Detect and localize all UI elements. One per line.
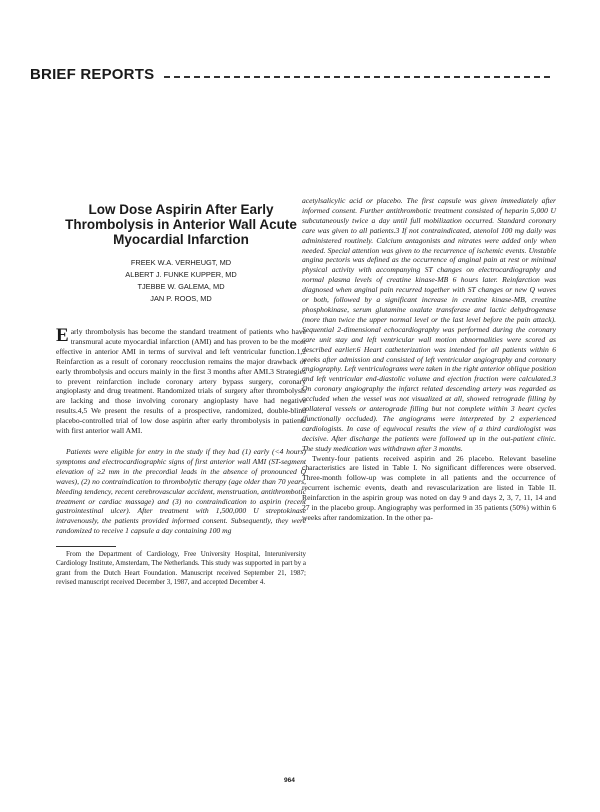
author-list [56, 257, 306, 305]
right-column [302, 196, 556, 523]
author: TJEBBE W. GALEMA, MD [137, 282, 225, 291]
body-paragraph: acetylsalicylic acid or placebo. The first capsule was given immediately after informed consent. Further antithrombotic treatment consisted of heparin 5,000 U subcutaneously twice a day until full mobilization occurred. Standard coronary care was given to all patients.3 If not contraindicated, atenolol 100 mg daily was administered routinely. Calcium antagonists and nitrates were added only when needed. Special attention was given to the recurrence of ischemic events. Unstable angina pectoris was defined as the occurrence of anginal pain at rest or minimal physical activity with accompanying ST changes on electrocardiography and normal plasma levels of creatine kinase-MB 6 hours later. Reinfarction was diagnosed when anginal pain recurred together with ST changes or new Q waves or both, followed by a significant increase in creatine kinase-MB, creatine phosphokinase, serum glutamine oxalate transferase and lactic dehydrogenase (more than twice the upper normal level or the last level before the pain attack). Sequential 2-dimensional echocardiography was performed during the coronary care unit stay and left ventricular wall motion abnormalities were scored as described earlier.6 Heart catheterization was intended for all patients within 6 weeks after admission and consisted of left ventricular angiography and coronary angiography. Left ventriculograms were taken in the right anterior oblique position and left ventricular end-diastolic volume and ejection fraction were calculated.3 On coronary angiography the infarct related descending artery was regarded as occluded when the vessel was not visualized at all, showed retrograde filling by collateral vessels or anterograde filling but not complete within 3 heart cycles (functionally occluded). The angiograms were interpreted by 2 experienced cardiologists. In case of equivocal results the view of a third cardiologist was decisive. After discharge the patients were followed up in the out-patient clinic. The study medication was withdrawn after 3 months. [302, 196, 556, 453]
author: ALBERT J. FUNKE KUPPER, MD [125, 270, 237, 279]
page-number: 964 [284, 777, 295, 784]
left-column [56, 192, 306, 587]
body-paragraph: Twenty-four patients received aspirin and 26 placebo. Relevant baseline characteristics are listed in Table I. No significant differences were observed. Three-month follow-up was complete in all patients and the occurrence of recurrent ischemic events, death and revascularization are listed in Table II. Reinfarction in the aspirin group was noted on day 9 and days 2, 3, 7, 11, 14 and 27 in the placebo group. Angiography was performed in 35 patients (50%) within 6 weeks after randomization. In the other pa- [302, 453, 556, 522]
section-label: BRIEF REPORTS [30, 66, 155, 83]
body-paragraph: Early thrombolysis has become the standard treatment of patients who have transmural acute myocardial infarction (AMI) and has proven to be the most effective in anterior AMI in terms of survival and left ventricular function.1,2 Reinfarction as a result of coronary reocclusion remains the major drawback of early thrombolysis and occurs mainly in the first 3 months after AMI.3 Strategies to prevent reinfarction include coronary artery bypass surgery, coronary angioplasty and drug treatment. Randomized trials of surgery after thrombolysis are lacking and those involving coronary angioplasty have had negative results.4,5 We present the results of a prospective, randomized, double-blind placebo-controlled trial of low dose aspirin after early thrombolysis in patients with first anterior wall AMI. [56, 325, 306, 436]
article-title: Low Dose Aspirin After Early Thrombolysis in Anterior Wall Acute Myocardial Infarction [65, 202, 297, 247]
footnote-rule [56, 546, 116, 547]
affiliation-footnote: From the Department of Cardiology, Free University Hospital, Interuniversity Cardiology Institute, Amsterdam, The Netherlands. This study was supported in part by a grant from the Dutch Heart Foundation. Manuscript received September 21, 1987; revised manuscript received December 3, 1987, and accepted December 4. [56, 550, 306, 587]
body-paragraph: Patients were eligible for entry in the study if they had (1) early (<4 hours) symptoms and electrocardiographic signs of first anterior wall AMI (ST-segment elevation of ≥2 mm in the precordial leads in the absence of pronounced Q waves), (2) no contraindication to thrombolytic therapy (age older than 70 years, bleeding tendency, recent cerebrovascular accident, menstruation, antithrombotic treatment or cardiac massage) and (3) no contraindication to aspirin (recent gastrointestinal ulcer). After treatment with 1,500,000 U streptokinase intravenously, the patients provided informed consent. Subsequently, they were randomized to receive 1 capsule a day containing 100 mg [56, 446, 306, 536]
running-header [30, 66, 550, 83]
header-rule [164, 76, 550, 78]
author: JAN P. ROOS, MD [150, 294, 212, 303]
author: FREEK W.A. VERHEUGT, MD [130, 258, 232, 267]
